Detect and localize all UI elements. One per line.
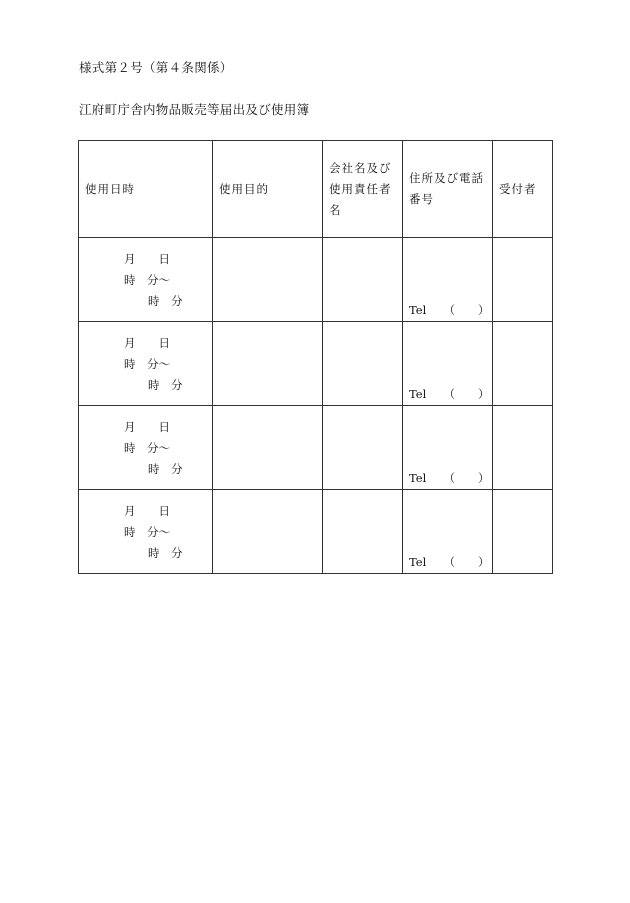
table-header-row [79,141,553,238]
purpose-cell[interactable] [213,406,323,490]
address-phone-cell[interactable] [403,406,493,490]
month-day-label: 月 日 [124,252,170,266]
table-row [79,490,553,574]
purpose-cell[interactable] [213,238,323,322]
header-company-responsible: 会社名及び使用責任者名 [323,141,403,238]
time-to-label: 時 分 [148,546,183,560]
header-usage-datetime: 使用日時 [79,141,213,238]
header-usage-purpose: 使用目的 [213,141,323,238]
company-cell[interactable] [323,322,403,406]
receptionist-cell[interactable] [493,490,553,574]
table-row [79,238,553,322]
purpose-cell[interactable] [213,322,323,406]
time-from-label: 時 分～ [124,525,170,539]
month-day-label: 月 日 [124,504,170,518]
company-cell[interactable] [323,490,403,574]
time-to-label: 時 分 [148,294,183,308]
tel-label: Tel （ ） [409,387,490,401]
company-cell[interactable] [323,406,403,490]
header-address-phone: 住所及び電話番号 [403,141,493,238]
usage-register-table [78,140,553,574]
datetime-cell[interactable] [79,406,213,490]
form-number: 様式第２号（第４条関係） [79,60,233,75]
time-from-label: 時 分～ [124,441,170,455]
datetime-cell[interactable] [79,322,213,406]
month-day-label: 月 日 [124,420,170,434]
address-phone-cell[interactable] [403,238,493,322]
company-cell[interactable] [323,238,403,322]
time-from-label: 時 分～ [124,273,170,287]
table-row [79,322,553,406]
purpose-cell[interactable] [213,490,323,574]
receptionist-cell[interactable] [493,322,553,406]
time-to-label: 時 分 [148,378,183,392]
address-phone-cell[interactable] [403,322,493,406]
datetime-cell[interactable] [79,490,213,574]
time-to-label: 時 分 [148,462,183,476]
document-title: 江府町庁舎内物品販売等届出及び使用簿 [79,102,310,117]
receptionist-cell[interactable] [493,238,553,322]
table-row [79,406,553,490]
month-day-label: 月 日 [124,336,170,350]
datetime-cell[interactable] [79,238,213,322]
address-phone-cell[interactable] [403,490,493,574]
time-from-label: 時 分～ [124,357,170,371]
tel-label: Tel （ ） [409,555,490,569]
header-receptionist: 受付者 [493,141,553,238]
tel-label: Tel （ ） [409,471,490,485]
tel-label: Tel （ ） [409,303,490,317]
receptionist-cell[interactable] [493,406,553,490]
